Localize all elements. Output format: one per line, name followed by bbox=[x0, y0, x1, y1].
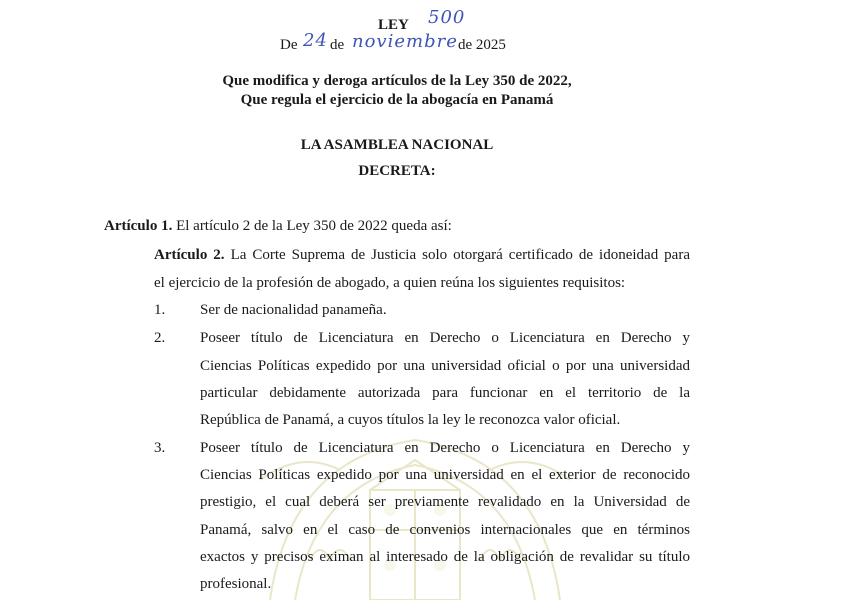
article-2-line-2: el ejercicio de la profesión de abogado, a quien reúna los siguientes requisitos: bbox=[154, 275, 626, 291]
law-label: LEY bbox=[378, 17, 409, 33]
requirement-3-line: Panamá, salvo en el caso de convenios internacionales que en términos bbox=[200, 522, 690, 538]
requirement-2-line: particular debidamente autorizada para funcionar en el territorio de la bbox=[200, 385, 690, 401]
requirement-3-line: exactos y precisos eximan al interesado de la obligación de revalidar su título bbox=[200, 549, 690, 565]
requirement-2-line: Ciencias Políticas expedido por una universidad oficial o por una universidad bbox=[200, 358, 690, 374]
date-prefix: De bbox=[280, 37, 298, 53]
article-2-line-1 bbox=[154, 247, 690, 264]
requirement-3-line: Ciencias Políticas expedido por una universidad en el exterior de reconocido bbox=[200, 467, 690, 483]
law-title-line-2: Que regula el ejercicio de la abogacía en Panamá bbox=[240, 92, 554, 108]
date-month-handwritten: noviembre bbox=[352, 31, 458, 52]
requirement-2-line: Poseer título de Licenciatura en Derecho o Licenciatura en Derecho y bbox=[200, 330, 690, 346]
requirement-3-line: profesional. bbox=[200, 576, 272, 592]
decreta-heading: DECRETA: bbox=[358, 163, 436, 179]
requirement-1-number: 1. bbox=[154, 302, 166, 318]
date-de: de bbox=[330, 37, 345, 53]
assembly-heading: LA ASAMBLEA NACIONAL bbox=[300, 137, 494, 153]
requirement-3-line: prestigio, el cual deberá ser previamente revalidado en la Universidad de bbox=[200, 494, 690, 510]
article-1-text: El artículo 2 de la Ley 350 de 2022 queda así: bbox=[176, 218, 452, 234]
date-suffix: de 2025 bbox=[458, 37, 506, 53]
requirement-3-number: 3. bbox=[154, 440, 166, 456]
article-2-text-1: La Corte Suprema de Justicia solo otorgará certificado de idoneidad para bbox=[230, 247, 690, 263]
law-number-handwritten: 500 bbox=[428, 7, 466, 28]
law-title-line-1: Que modifica y deroga artículos de la Ley 350 de 2022, bbox=[222, 73, 572, 89]
requirement-2-number: 2. bbox=[154, 330, 166, 346]
article-2-label: Artículo 2. bbox=[154, 247, 225, 263]
requirement-1-line: Ser de nacionalidad panameña. bbox=[200, 302, 387, 318]
requirement-3-line: Poseer título de Licenciatura en Derecho o Licenciatura en Derecho y bbox=[200, 440, 690, 456]
article-1 bbox=[104, 218, 452, 235]
date-day-handwritten: 24 bbox=[303, 30, 328, 51]
article-1-label: Artículo 1. bbox=[104, 218, 173, 234]
requirement-2-line: República de Panamá, a cuyos títulos la ley le reconozca valor oficial. bbox=[200, 412, 621, 428]
